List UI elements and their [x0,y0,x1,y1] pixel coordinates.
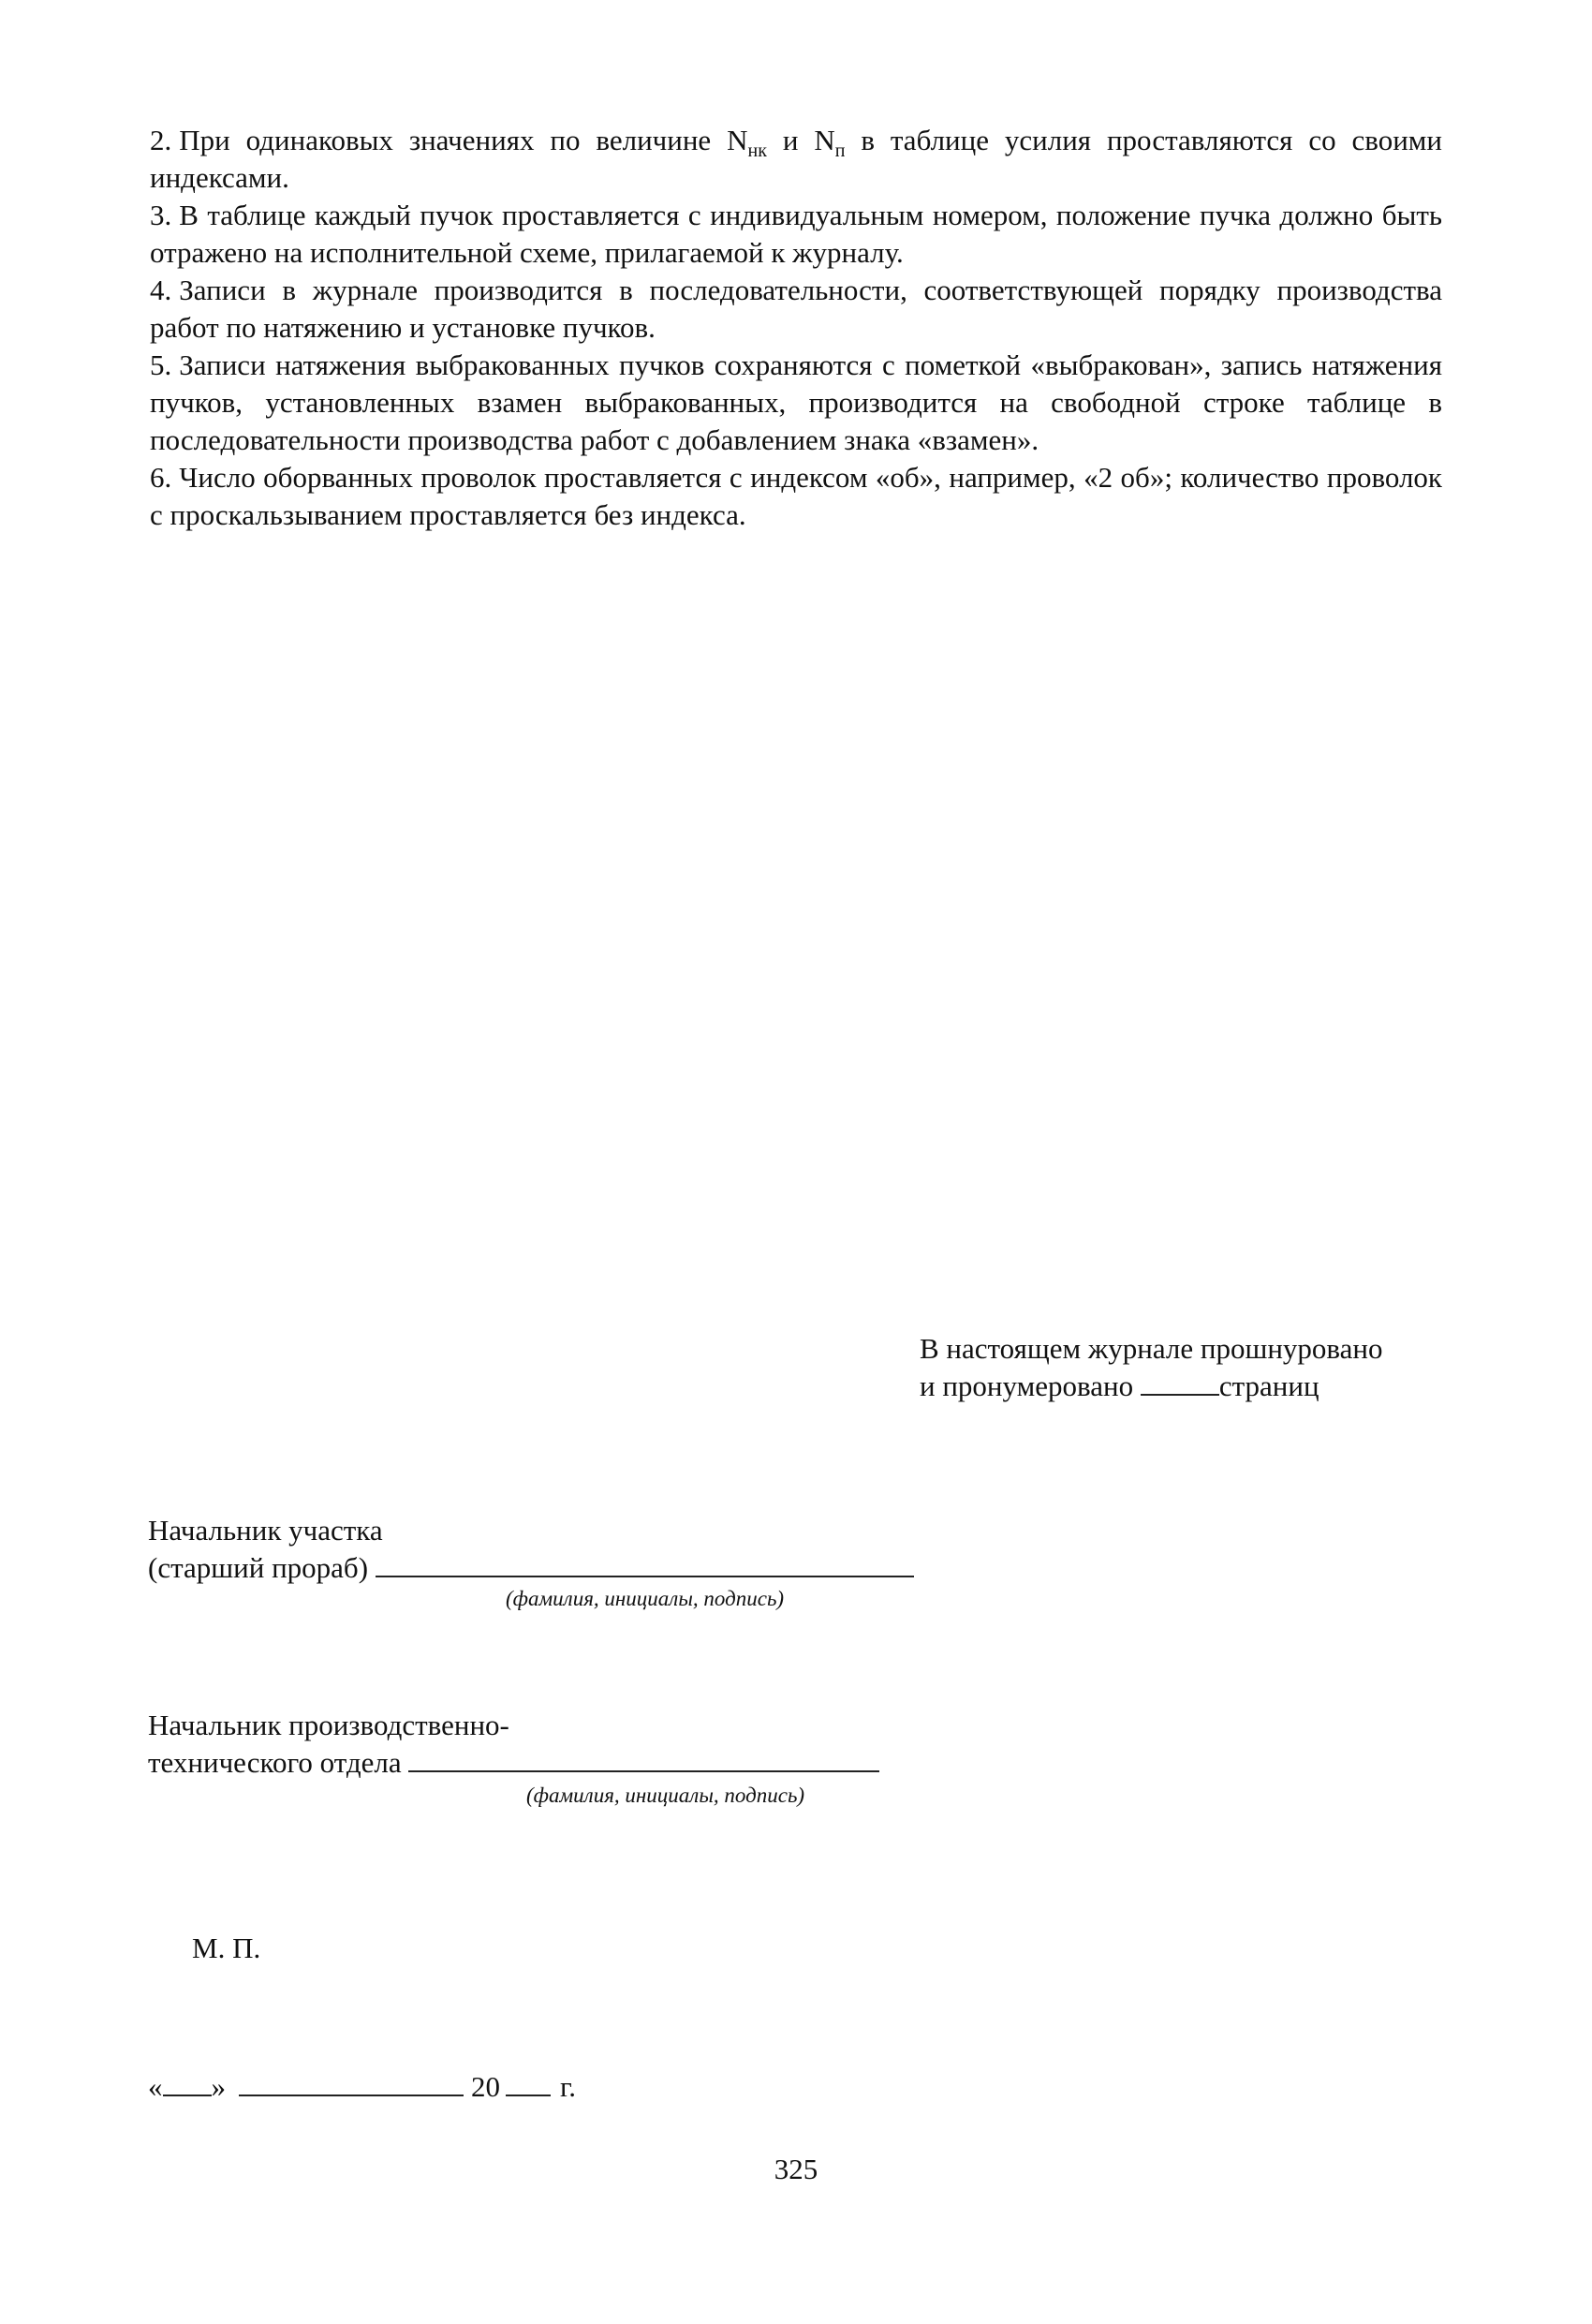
stamp-place: М. П. [192,1932,261,1964]
note-text: В таблице каждый пучок проставляется с индивидуальным номером, положение пучка должно быть отражено на исполнительной схеме, прилагаемой к журналу. [150,199,1442,269]
note-text: и N [766,124,835,156]
note-number: 3. [150,199,172,231]
note-2 [150,122,1442,197]
signature-caption: (фамилия, инициалы, подпись) [526,1784,805,1807]
note-text: в таблице усилия проставляются со своими индексами. [150,124,1442,194]
binding-statement-prefix: и пронумеровано [920,1369,1141,1402]
page-count-field[interactable] [1141,1371,1219,1396]
note-number: 5. [150,348,172,381]
note-text: Записи натяжения выбракованных пучков сохраняются с пометкой «выбракован», запись натяжения пучков, установленных взамен выбракованных, производится на свободной строке таблице в последовательности производства работ с добавлением знака «взамен». [150,348,1442,456]
note-3 [150,197,1442,272]
binding-statement [920,1330,1383,1405]
signature-line [148,1549,914,1587]
subscript-p: п [834,141,846,162]
notes-list [150,122,1442,534]
signature-block-site-manager [148,1512,914,1587]
note-number: 2. [150,124,172,156]
year-field[interactable] [506,2072,551,2096]
binding-statement-suffix: страниц [1218,1369,1319,1402]
month-field[interactable] [239,2072,464,2096]
note-text: Записи в журнале производится в последовательности, соответствующей порядку производства работ по натяжению и установке пучков. [150,274,1442,344]
binding-statement-line2 [920,1368,1383,1405]
date-line [148,2070,576,2104]
note-text: При одинаковых значениях по величине N [179,124,748,156]
signature-role: (старший прораб) [148,1551,376,1584]
subscript-nk: нк [747,141,767,162]
date-open-quote: « [148,2070,163,2103]
signature-caption: (фамилия, инициалы, подпись) [506,1587,785,1610]
note-number: 6. [150,461,172,494]
page-number: 325 [774,2153,818,2185]
note-number: 4. [150,274,172,306]
signature-field[interactable] [408,1748,879,1772]
binding-statement-line1: В настоящем журнале прошнуровано [920,1332,1383,1365]
signature-role: технического отдела [148,1746,409,1779]
note-5 [150,347,1442,459]
note-6 [150,459,1442,534]
signature-line [148,1744,879,1782]
year-prefix: 20 [471,2070,500,2103]
note-4 [150,272,1442,347]
signature-title: Начальник участка [148,1514,383,1547]
signature-field[interactable] [376,1553,914,1577]
signature-block-pto-head [148,1707,879,1782]
day-field[interactable] [163,2072,212,2096]
date-close-quote: » [211,2070,226,2103]
note-text: Число оборванных проволок проставляется с индексом «об», например, «2 об»; количество проволок с проскальзыванием проставляется без индекса. [150,461,1442,531]
signature-title: Начальник производственно- [148,1709,509,1741]
year-suffix: г. [560,2070,576,2103]
